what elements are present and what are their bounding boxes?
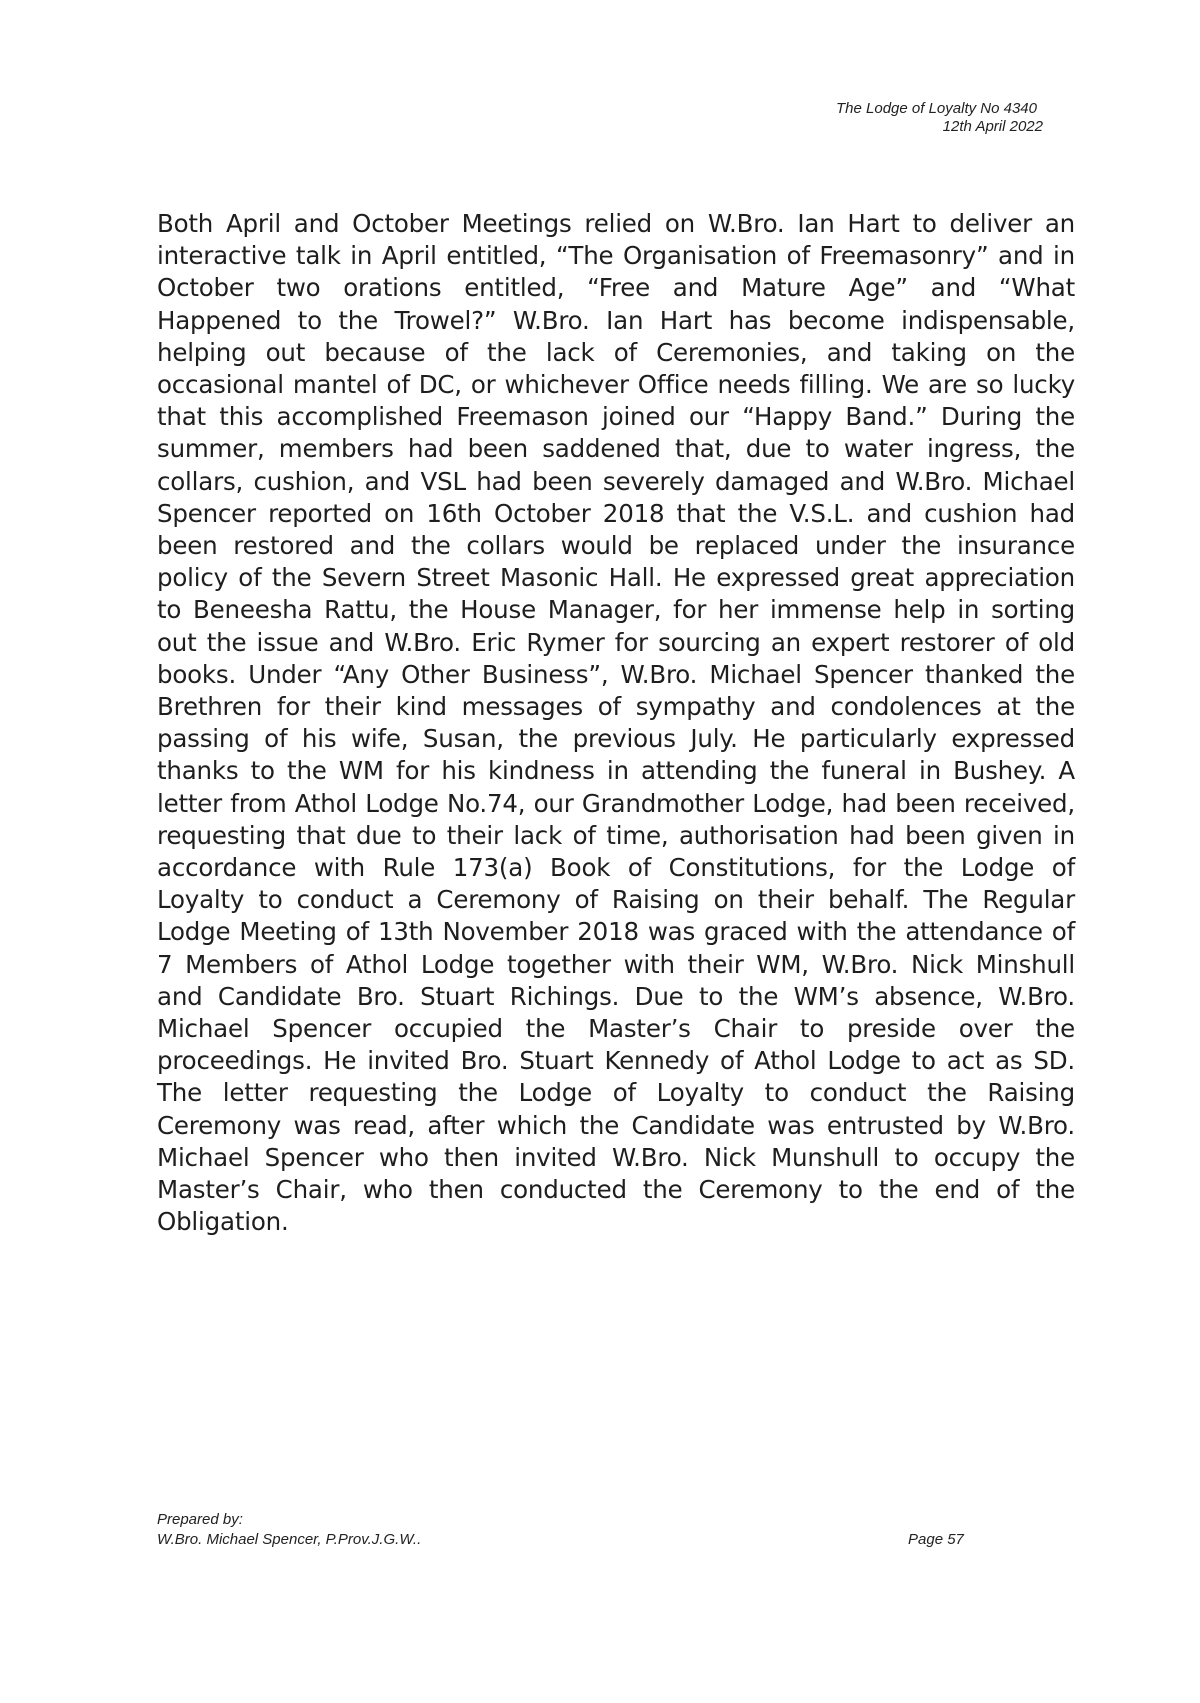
prepared-by-label: Prepared by: <box>157 1511 243 1528</box>
body-line: Obligation. <box>157 1207 289 1237</box>
body-text <box>157 208 1075 1239</box>
body-line: collars, cushion, and VSL had been severely damaged and W.Bro. Michael <box>157 466 1075 496</box>
body-line: Loyalty to conduct a Ceremony of Raising on their behalf. The Regular <box>157 885 1075 915</box>
body-line: passing of his wife, Susan, the previous July. He particularly expressed <box>157 724 1075 754</box>
body-line: Michael Spencer who then invited W.Bro. Nick Munshull to occupy the <box>157 1142 1075 1172</box>
body-line: occasional mantel of DC, or whichever Office needs filling. We are so lucky <box>157 370 1075 400</box>
body-line: letter from Athol Lodge No.74, our Grandmother Lodge, had been received, <box>157 788 1075 818</box>
body-line: accordance with Rule 173(a) Book of Constitutions, for the Lodge of <box>157 853 1075 883</box>
footer-prepared-by <box>157 1510 421 1550</box>
body-line: October two orations entitled, “Free and Mature Age” and “What <box>157 273 1075 303</box>
body-line: Happened to the Trowel?” W.Bro. Ian Hart has become indispensable, <box>157 305 1075 335</box>
page-header <box>836 100 1043 136</box>
body-line: Brethren for their kind messages of sympathy and condolences at the <box>157 692 1075 722</box>
body-line: Ceremony was read, after which the Candidate was entrusted by W.Bro. <box>157 1110 1075 1140</box>
body-line: Michael Spencer occupied the Master’s Chair to preside over the <box>157 1014 1075 1044</box>
page-number: Page 57 <box>908 1531 964 1548</box>
body-line: and Candidate Bro. Stuart Richings. Due to the WM’s absence, W.Bro. <box>157 981 1075 1011</box>
body-line: proceedings. He invited Bro. Stuart Kennedy of Athol Lodge to act as SD. <box>157 1046 1075 1076</box>
body-line: Spencer reported on 16th October 2018 that the V.S.L. and cushion had <box>157 498 1075 528</box>
body-line: books. Under “Any Other Business”, W.Bro. Michael Spencer thanked the <box>157 659 1075 689</box>
body-line: helping out because of the lack of Ceremonies, and taking on the <box>157 337 1075 367</box>
body-line: out the issue and W.Bro. Eric Rymer for sourcing an expert restorer of old <box>157 627 1075 657</box>
body-line: Master’s Chair, who then conducted the Ceremony to the end of the <box>157 1175 1075 1205</box>
body-line: summer, members had been saddened that, due to water ingress, the <box>157 434 1075 464</box>
body-line: policy of the Severn Street Masonic Hall. He expressed great appreciation <box>157 563 1075 593</box>
body-line: requesting that due to their lack of time, authorisation had been given in <box>157 820 1075 850</box>
body-line: thanks to the WM for his kindness in attending the funeral in Bushey. A <box>157 756 1075 786</box>
preparer-name: W.Bro. Michael Spencer, P.Prov.J.G.W.. <box>157 1531 422 1548</box>
body-line: interactive talk in April entitled, “The Organisation of Freemasonry” and in <box>157 241 1075 271</box>
body-line: 7 Members of Athol Lodge together with their WM, W.Bro. Nick Minshull <box>157 949 1075 979</box>
body-line: to Beneesha Rattu, the House Manager, for her immense help in sorting <box>157 595 1075 625</box>
body-line: The letter requesting the Lodge of Loyalty to conduct the Raising <box>157 1078 1075 1108</box>
body-line: that this accomplished Freemason joined our “Happy Band.” During the <box>157 402 1075 432</box>
body-line: Lodge Meeting of 13th November 2018 was graced with the attendance of <box>157 917 1075 947</box>
body-line: been restored and the collars would be replaced under the insurance <box>157 531 1075 561</box>
document-date: 12th April 2022 <box>942 118 1043 135</box>
body-line: Both April and October Meetings relied on W.Bro. Ian Hart to deliver an <box>157 209 1075 238</box>
lodge-name: The Lodge of Loyalty No 4340 <box>836 100 1037 117</box>
